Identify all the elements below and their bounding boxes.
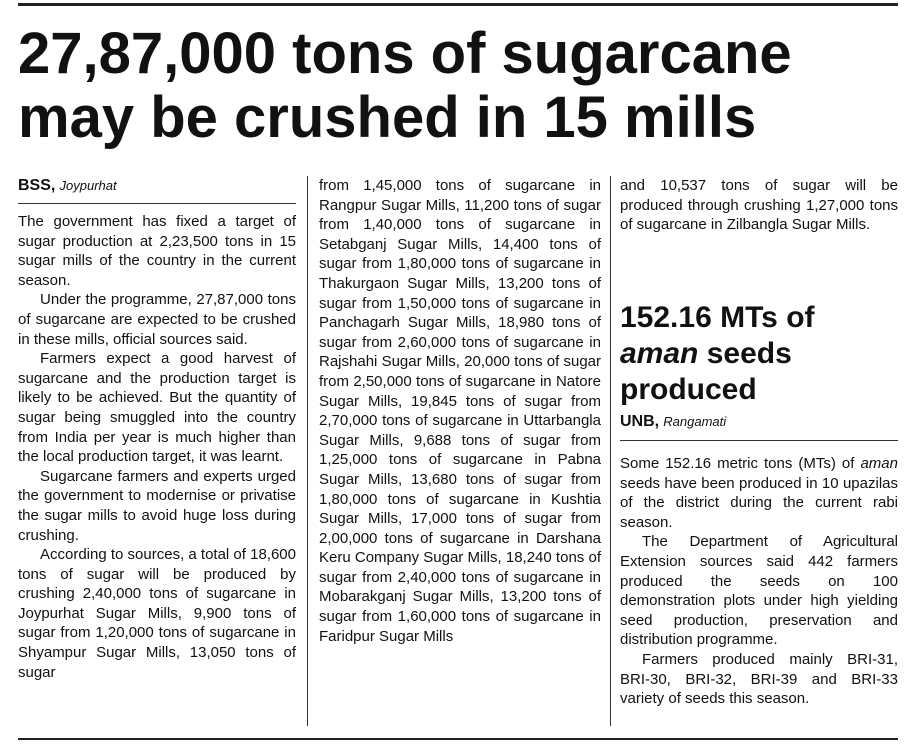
paragraph: and 10,537 tons of sugar will be produced through crushing 1,27,000 tons of sugarcane in Zilbangla Sugar Mills. <box>620 177 898 234</box>
column-separator <box>610 176 611 726</box>
text-run: seeds have been produced in 10 upazilas of the district during the current rabi season. <box>620 474 898 531</box>
paragraph: Farmers produced mainly BRI-31, BRI-30, BRI-32, BRI-39 and BRI-33 variety of seeds this season. <box>620 650 898 708</box>
top-rule <box>18 3 898 6</box>
article-column-2 <box>319 176 601 646</box>
article-column-3 <box>620 176 898 235</box>
second-article-body <box>620 454 898 709</box>
dateline-divider <box>620 440 898 441</box>
paragraph: The Department of Agricultural Extension sources said 442 farmers produced the seeds on 100 demonstration plots under high yielding seed production, preservation and distribution programme. <box>620 533 898 649</box>
second-headline <box>620 300 898 408</box>
column-separator <box>307 176 308 726</box>
paragraph: from 1,45,000 tons of sugarcane in Rangpur Sugar Mills, 11,200 tons of sugar from 1,40,000 tons of sugarcane in Setabganj Sugar Mills, 14,400 tons of sugar from 1,80,000 tons of sugarcane in Thakurgaon Sugar Mills, 13,200 tons of sugar from 1,50,000 tons of sugarcane in Panchagarh Sugar Mills, 18,980 tons of sugar from 2,60,000 tons of sugarcane in Rajshahi Sugar Mills, 20,000 tons of sugar from 2,50,000 tons of sugarcane in Natore Sugar Mills, 19,845 tons of sugar from 2,70,000 tons of sugarcane in Uttarbangla Sugar Mills, 9,688 tons of sugar from 1,25,000 tons of sugarcane in Pabna Sugar Mills, 13,680 tons of sugar from 1,80,000 tons of sugarcane in Kushtia Sugar Mills, 17,000 tons of sugar from 2,00,000 tons of sugarcane in Darshana Keru Company Sugar Mills, 18,240 tons of sugar from 2,40,000 tons of sugarcane in Mobarakganj Sugar Mills, 13,200 tons of sugar from 1,60,000 tons of sugarcane in Faridpur Sugar Mills <box>319 177 601 645</box>
italic-word: aman <box>860 455 898 472</box>
agency-name: UNB, <box>620 413 660 430</box>
paragraph: The government has fixed a target of sugar production at 2,23,500 tons in 15 sugar mills of the country in the current season. <box>18 213 296 289</box>
main-headline: 27,87,000 tons of sugarcane may be crushed in 15 mills <box>18 21 792 150</box>
headline-part: 152.16 MTs of <box>620 301 815 334</box>
dateline-divider <box>18 203 296 204</box>
dateline-bss <box>18 176 117 196</box>
dateline-place: Joypurhat <box>59 178 117 193</box>
agency-name: BSS, <box>18 177 56 194</box>
bottom-rule <box>18 738 898 740</box>
paragraph: Sugarcane farmers and experts urged the government to modernise or privatise the sugar mills to avoid huge loss during crushing. <box>18 467 296 544</box>
headline-italic-word: aman <box>620 337 699 370</box>
dateline-unb <box>620 412 726 432</box>
dateline-place: Rangamati <box>663 414 727 429</box>
paragraph <box>620 454 898 532</box>
headline-part: seeds produced <box>620 337 792 406</box>
paragraph: Under the programme, 27,87,000 tons of sugarcane are expected to be crushed in these mills, official sources said. <box>18 291 296 348</box>
article-column-1 <box>18 212 296 682</box>
text-run: Some 152.16 metric tons (MTs) of <box>620 455 855 472</box>
paragraph: Farmers expect a good harvest of sugarcane and the production target is likely to be achieved. But the quantity of sugar being smuggled into the country from India per year is much higher than the local production target, it was learnt. <box>18 350 296 466</box>
paragraph: According to sources, a total of 18,600 tons of sugar will be produced by crushing 2,40,000 tons of sugarcane in Joypurhat Sugar Mills, 9,900 tons of sugar from 1,20,000 tons of sugarcane in Shyampur Sugar Mills, 13,050 tons of sugar <box>18 546 296 681</box>
